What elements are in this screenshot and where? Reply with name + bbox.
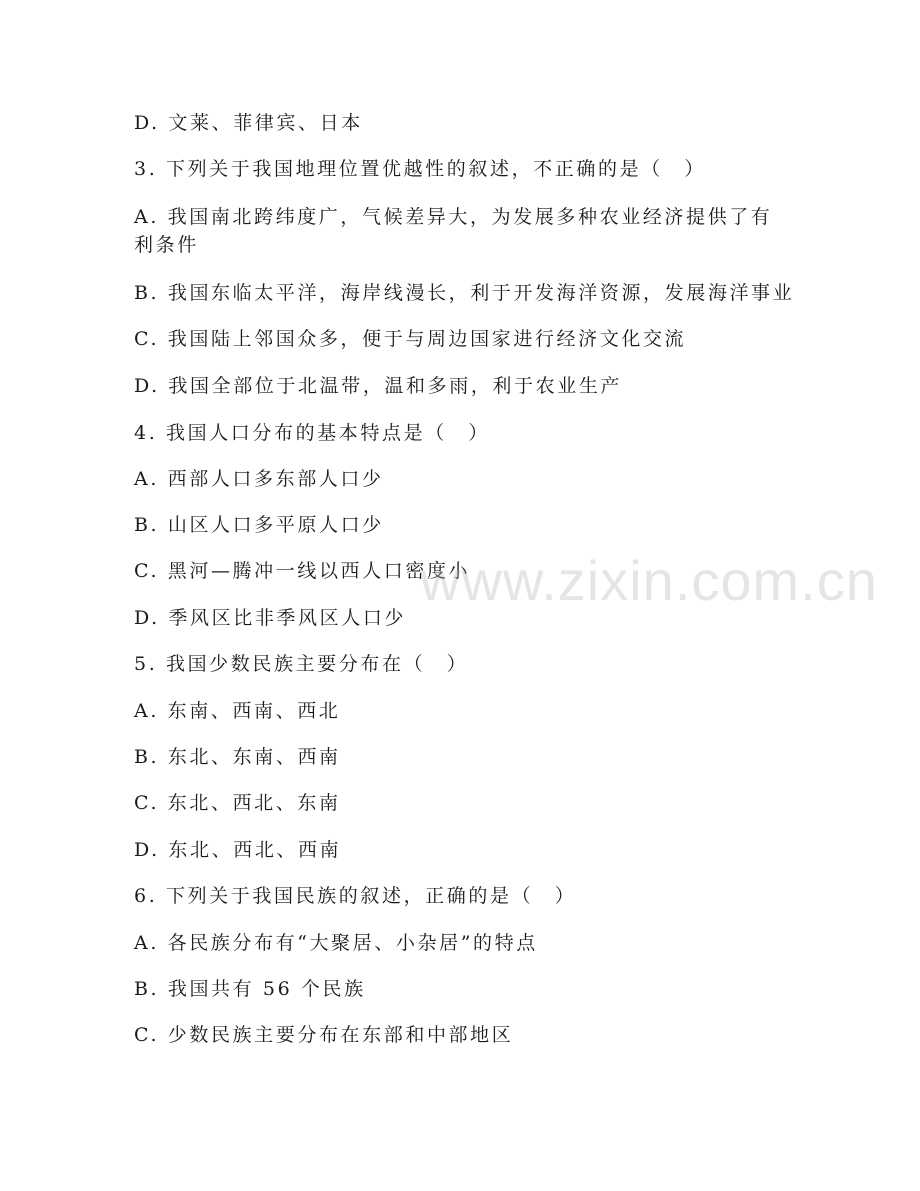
option-5c: C. 东北、西北、东南 [134,792,341,814]
option-6c: C. 少数民族主要分布在东部和中部地区 [134,1024,514,1046]
option-2d: D. 文莱、菲律宾、日本 [134,112,363,134]
option-5a: A. 东南、西南、西北 [134,700,341,722]
option-3c: C. 我国陆上邻国众多，便于与周边国家进行经济文化交流 [134,328,687,350]
question-3: 3. 下列关于我国地理位置优越性的叙述，不正确的是（ ） [134,158,706,180]
question-4: 4. 我国人口分布的基本特点是（ ） [134,422,490,444]
question-6: 6. 下列关于我国民族的叙述，正确的是（ ） [134,885,577,907]
option-4b: B. 山区人口多平原人口少 [134,514,384,536]
option-4d: D. 季风区比非季风区人口少 [134,607,407,629]
question-5: 5. 我国少数民族主要分布在（ ） [134,653,469,675]
option-3d: D. 我国全部位于北温带，温和多雨，利于农业生产 [134,375,623,397]
option-4c: C. 黑河—腾冲一线以西人口密度小 [134,560,471,582]
option-5b: B. 东北、东南、西南 [134,746,341,768]
option-3a: A. 我国南北跨纬度广，气候差异大，为发展多种农业经济提供了有利条件 [134,206,773,256]
watermark: www.zixin.com.cn [420,549,878,612]
option-6b: B. 我国共有 56 个民族 [134,978,366,1000]
option-3b: B. 我国东临太平洋，海岸线漫长，利于开发海洋资源，发展海洋事业 [134,282,795,304]
option-5d: D. 东北、西北、西南 [134,839,342,861]
option-4a: A. 西部人口多东部人口少 [134,468,384,490]
option-6a: A. 各民族分布有“大聚居、小杂居”的特点 [134,932,538,954]
